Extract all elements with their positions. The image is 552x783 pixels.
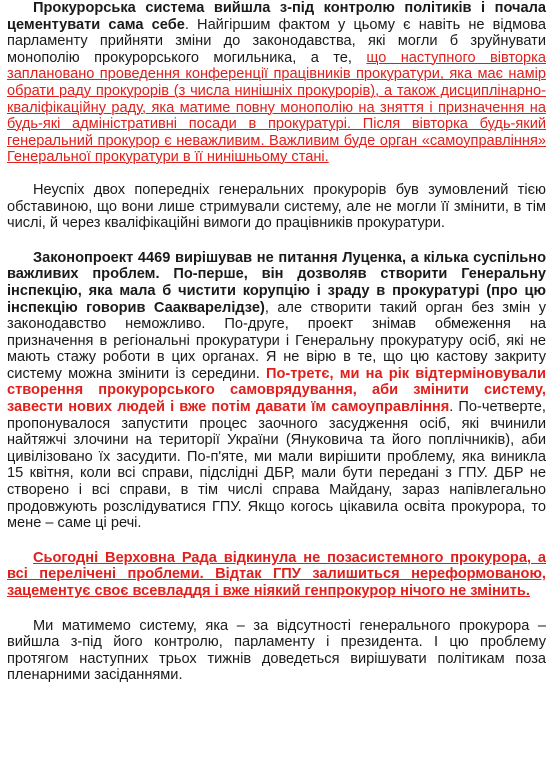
system-text: Ми матимемо систему, яка – за відсутності генерального прокурора – вийшла з-під його контролю, парламенту і президента. І цю проблему протягом наступних трьох тижнів доведеться вирішувати політикам поза пленарними засіданнями. xyxy=(7,617,546,684)
bill-text-1: , але створити такий орган без змін у законодавство неможливо. По-друге, проект знімав обмеження на призначення в регіональні прокуратури і Генеральну прокуратуру осіб, які не мають стажу роботи в цих органах. Я не вірю в те, що цю кастову закриту систему можна змінити із середини. xyxy=(7,299,547,382)
intro-text: . Найгіршим фактом у цьому є навіть не відмова парламенту прийняти зміни до законодавства, які могли б зруйнувати монополію прокурорського могильника, а те, xyxy=(7,16,546,66)
bill-text-2: По-четверте, пропонувалося запустити процес заочного засудження осіб, які вчинили найтяжчі злочини на території України (Януковича та його поплічників), аби цивілізовано їх засудити. По-п'яте, ми мали вирішити проблему, яка виникла 15 квітня, коли всі справи, підслідні ДБР, мали бути передані з ГПУ. ДБР не створено і всі справи, в тім числі справа Майдану, зараз напівлегально продовжують розслідуватися ГПУ. Якщо когось цікавила освіта прокурора, то мене – саме ці речі. xyxy=(7,399,546,532)
rada-highlight-text: Сьогодні Верховна Рада відкинула не позасистемного прокурора, а всі перелічені проблеми. Відтак ГПУ залишиться нереформованою, зацементує своє всевладдя і вже ніякий генпрокурор нічого не змінить. xyxy=(7,549,546,599)
prosecutors-text: Неуспіх двох попередніх генеральних прокурорів був зумовлений тією обставиною, що вони лише стримували систему, але не могли її змінити, в тім числі, й через кваліфікаційні вимоги до працівників прокуратури. xyxy=(7,181,546,232)
paragraph-prosecutors xyxy=(7,182,546,232)
paragraph-intro xyxy=(7,0,546,166)
bill-highlight-text: По-третє, ми на рік відтерміновували створення прокурорського самоврядування, аби змінити систему, завести нових людей і вже потім давати їм самоуправління xyxy=(7,365,546,416)
paragraph-spacer xyxy=(7,600,546,618)
intro-bold-text: Прокурорська система вийшла з-під контролю політиків і почала цементувати сама себе xyxy=(7,0,546,33)
bill-bold-text: Законопроект 4469 вирішував не питання Луценка, а кілька суспільно важливих проблем. По-перше, він дозволяв створити Генеральну інспекцію, яка мала б чистити корупцію і зраду в прокуратурі (про цю інспекцію говорив Саакварелідзе) xyxy=(7,249,546,316)
intro-highlight-text: що наступного вівторка заплановано проведення конференції працівників прокуратури, яка має намір обрати раду прокурорів (з числа нинішніх прокурорів), а також дисциплінарно-кваліфікаційну раду, яка матиме повну монополію на зняття і призначення на будь-які адміністративні посади в прокуратурі. Після вівторка будь-який генеральний прокурор є неважливим. Важливим буде орган «самоуправління» Генеральної прокуратури в її нинішньому стані. xyxy=(7,49,546,166)
paragraph-spacer xyxy=(7,532,546,550)
paragraph-spacer xyxy=(7,232,546,250)
paragraph-bill xyxy=(7,250,546,532)
paragraph-system xyxy=(7,618,546,684)
paragraph-rada xyxy=(7,550,546,600)
bill-dot: . xyxy=(449,399,454,416)
paragraph-spacer xyxy=(7,166,546,182)
